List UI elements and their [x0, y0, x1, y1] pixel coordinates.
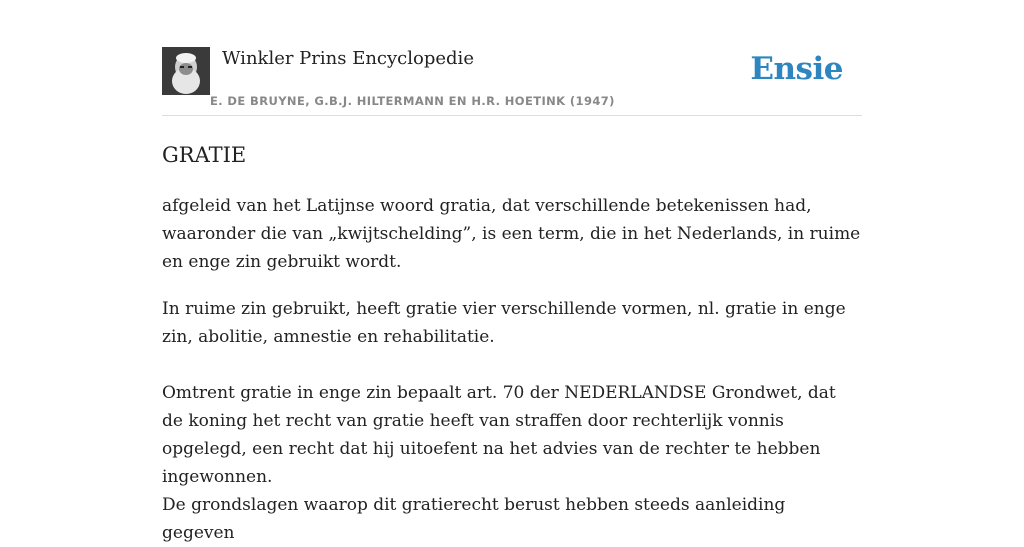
bearded-man-portrait-icon — [162, 47, 210, 95]
article-paragraph: afgeleid van het Latijnse woord gratia, dat verschillende betekenissen had, waaronder die van „kwijtschelding”, is een term, die in het Nederlands, in ruime en enge zin gebruikt wordt. — [162, 196, 861, 272]
source-authors: E. DE BRUYNE, G.B.J. HILTERMANN EN H.R. HOETINK (1947) — [210, 94, 615, 108]
author-avatar[interactable] — [162, 47, 210, 95]
article-paragraph: In ruime zin gebruikt, heeft gratie vier verschillende vormen, nl. gratie in enge zin, abolitie, amnestie en rehabilitatie. — [162, 299, 846, 347]
article-paragraph: Omtrent gratie in enge zin bepaalt art. 70 der NEDERLANDSE Grondwet, dat de koning het recht van gratie heeft van straffen door rechterlijk vonnis opgelegd, een recht dat hij uitoefent na het advies van de rechter te hebben ingewonnen. — [162, 383, 836, 487]
article-page — [162, 0, 862, 543]
brand-logo[interactable]: Ensie — [750, 51, 843, 87]
article-paragraph: De grondslagen waarop dit gratierecht berust hebben steeds aanleiding gegeven — [162, 495, 786, 543]
article-header — [162, 0, 862, 116]
source-title[interactable]: Winkler Prins Encyclopedie — [222, 48, 474, 69]
article-title: GRATIE — [162, 143, 247, 167]
